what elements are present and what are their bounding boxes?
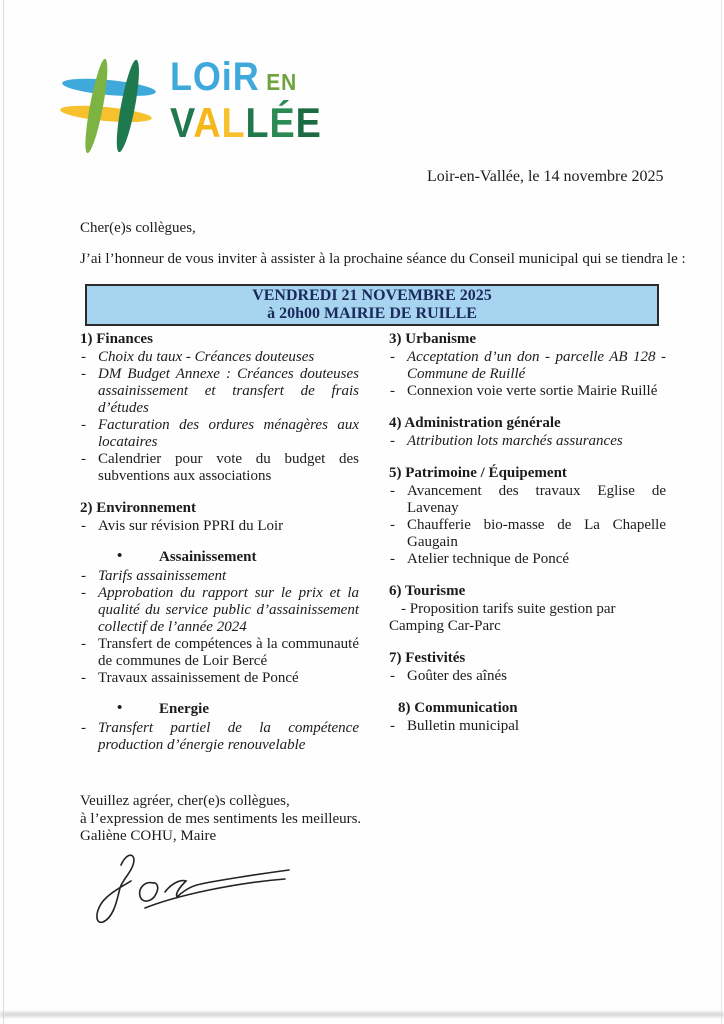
dash-bullet: -	[81, 451, 86, 467]
agenda-item-text: Calendrier pour vote du budget des subventions aux associations	[98, 451, 359, 484]
dash-bullet: -	[390, 433, 395, 449]
loir-en-vallee-logo	[64, 55, 339, 154]
dash-bullet: -	[81, 417, 86, 433]
agenda-subheading-label: Assainissement	[159, 549, 257, 565]
agenda	[80, 331, 666, 754]
agenda-item	[389, 349, 666, 383]
hashtag-yellow-stroke	[60, 103, 153, 125]
agenda-item-text: Connexion voie verte sortie Mairie Ruillé	[407, 383, 658, 399]
agenda-subheading-label: Energie	[159, 701, 209, 717]
dash-bullet: -	[81, 349, 86, 365]
handwritten-signature	[83, 845, 293, 935]
agenda-item-line: Camping Car-Parc	[389, 618, 501, 634]
bullet-icon: •	[117, 548, 123, 564]
agenda-item	[389, 433, 666, 450]
hashtag-darkgreen-stroke	[112, 59, 144, 154]
meeting-time-place: à 20h00 MAIRIE DE RUILLE	[267, 304, 477, 322]
agenda-item-text: Tarifs assainissement	[98, 568, 227, 584]
dateline: Loir-en-Vallée, le 14 novembre 2025	[427, 168, 664, 185]
agenda-item	[80, 720, 359, 754]
hashtag-blue-stroke	[62, 76, 157, 99]
page-edge-bottom-shadow	[0, 1012, 724, 1017]
agenda-section-heading: 4) Administration générale	[389, 415, 561, 431]
page-edge-left	[3, 0, 4, 1024]
agenda-item-text: Transfert partiel de la compétence production d’énergie renouvelable	[98, 720, 359, 753]
page-edge-right	[721, 0, 722, 1024]
agenda-section-heading: 8) Communication	[398, 700, 518, 716]
agenda-item-text: Avis sur révision PPRI du Loir	[98, 518, 284, 534]
agenda-section-heading: 1) Finances	[80, 331, 153, 347]
dash-bullet: -	[81, 636, 86, 652]
agenda-section-heading: 5) Patrimoine / Équipement	[389, 465, 567, 481]
agenda-item	[80, 349, 359, 366]
logo-wordmark	[170, 55, 322, 146]
agenda-section-heading: 7) Festivités	[389, 650, 466, 666]
agenda-subheading	[80, 701, 359, 718]
dash-bullet: -	[81, 518, 86, 534]
agenda-item-text: Travaux assainissement de Poncé	[98, 670, 299, 686]
dash-bullet: -	[81, 720, 86, 736]
dash-bullet: -	[81, 670, 86, 686]
agenda-item	[389, 668, 666, 685]
agenda-item-text: Approbation du rapport sur le prix et la qualité du service public d’assainissement collectif de l’année 2024	[98, 585, 359, 635]
agenda-item-text: Transfert de compétences à la communauté de communes de Loir Bercé	[98, 636, 359, 669]
signer-name: Galiène COHU, Maire	[80, 828, 217, 844]
agenda-item	[80, 518, 359, 535]
dash-bullet: -	[390, 517, 395, 533]
closing-line: à l’expression de mes sentiments les meilleurs.	[80, 810, 362, 827]
agenda-item	[80, 585, 359, 636]
agenda-item	[80, 366, 359, 417]
agenda-item-text: Acceptation d’un don - parcelle AB 128 - Commune de Ruillé	[407, 349, 666, 382]
closing-line: Veuillez agréer, cher(e)s collègues,	[80, 793, 290, 809]
dash-bullet: -	[81, 568, 86, 584]
salutation: Cher(e)s collègues,	[80, 220, 196, 236]
agenda-item	[80, 451, 359, 485]
bullet-icon: •	[117, 700, 123, 716]
logo-letter: L	[221, 99, 246, 146]
agenda-item-text: Avancement des travaux Eglise de Lavenay	[407, 483, 666, 516]
agenda-item	[389, 718, 666, 735]
logo-letter: LOiR	[170, 55, 260, 99]
agenda-item-text: Attribution lots marchés assurances	[407, 433, 623, 449]
logo-letter: L	[245, 99, 270, 146]
agenda-column-left	[80, 331, 359, 754]
agenda-column-right	[389, 331, 666, 754]
logo-letter: EN	[259, 69, 298, 95]
dash-bullet: -	[390, 551, 395, 567]
signature-stroke	[97, 855, 134, 922]
closing-block	[80, 793, 361, 846]
logo-letter: E	[295, 99, 322, 146]
agenda-section-heading: 3) Urbanisme	[389, 331, 477, 347]
agenda-item	[80, 636, 359, 670]
agenda-section-heading: 2) Environnement	[80, 500, 196, 516]
agenda-item-text: Goûter des aînés	[407, 668, 507, 684]
agenda-item-text: Atelier technique de Poncé	[407, 551, 570, 567]
dash-bullet: -	[390, 349, 395, 365]
agenda-item	[389, 551, 666, 568]
dash-bullet: -	[390, 383, 395, 399]
dash-bullet: -	[390, 483, 395, 499]
agenda-item	[389, 383, 666, 400]
logo-letter: V	[170, 99, 194, 146]
logo-letter: A	[193, 99, 222, 146]
dash-bullet: -	[390, 668, 395, 684]
dash-bullet: -	[390, 718, 395, 734]
dash-bullet: -	[81, 585, 86, 601]
logo-line-loir-en	[170, 55, 322, 101]
dash-bullet: -	[81, 366, 86, 382]
agenda-item	[389, 601, 666, 635]
agenda-section-heading: 6) Tourisme	[389, 583, 466, 599]
intro-paragraph: J’ai l’honneur de vous inviter à assister à la prochaine séance du Conseil municipal qui se tiendra le :	[80, 251, 686, 267]
logo-letter: É	[269, 99, 296, 146]
agenda-item-text: DM Budget Annexe : Créances douteuses assainissement et transfert de frais d’études	[98, 366, 359, 416]
agenda-item	[389, 517, 666, 551]
agenda-item-text: Chaufferie bio-masse de La Chapelle Gaugain	[407, 517, 666, 550]
logo-line-vallee	[170, 101, 322, 145]
agenda-item	[80, 568, 359, 585]
signature-stroke	[165, 870, 289, 897]
signature-stroke	[145, 879, 285, 908]
agenda-item-text: Bulletin municipal	[407, 718, 520, 734]
agenda-item	[389, 483, 666, 517]
agenda-subheading	[80, 549, 359, 566]
meeting-notice	[85, 284, 659, 326]
signature-stroke	[140, 883, 158, 901]
meeting-date: VENDREDI 21 NOVEMBRE 2025	[252, 287, 492, 304]
agenda-item	[80, 417, 359, 451]
agenda-item	[80, 670, 359, 687]
agenda-item-text: Choix du taux - Créances douteuses	[98, 349, 315, 365]
agenda-item-text: Facturation des ordures ménagères aux locataires	[98, 417, 359, 450]
hashtag-brush-icon	[64, 58, 158, 154]
agenda-item-line: - Proposition tarifs suite gestion par	[401, 601, 616, 617]
